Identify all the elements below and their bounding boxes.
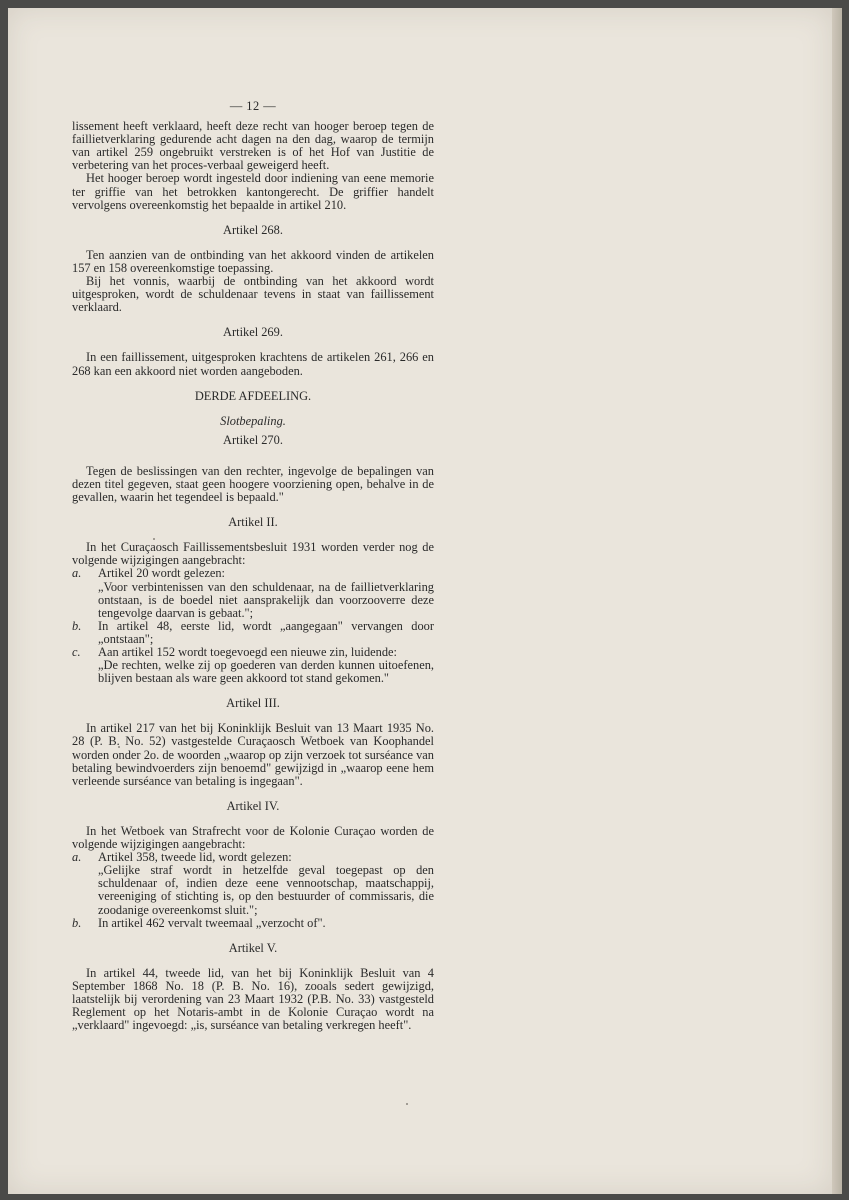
heading-artikel-269: Artikel 269. bbox=[223, 325, 283, 340]
document-page bbox=[8, 8, 832, 1194]
heading-artikel-268: Artikel 268. bbox=[223, 222, 283, 237]
list-item-II-b bbox=[72, 620, 434, 646]
paragraph-V: In artikel 44, tweede lid, van het bij Koninklijk Besluit van 4 September 1868 No. 18 (P. B. No. 16), zooals sedert gewijzigd, laatstelijk bij verordening van 23 Maart 1932 (P.B. No. 33) vastgesteld Reglement op het Notaris-ambt in de Kolonie Curaçao wordt na „verklaard" ingevoegd: „is, surséance van betaling verkregen heeft". bbox=[72, 965, 434, 1033]
quote-II-c: „De rechten, welke zij op goederen van derden kunnen uitoefenen, blijven bestaan als ware geen akkoord tot stand gekomen." bbox=[98, 658, 434, 686]
list-marker: c. bbox=[72, 645, 81, 659]
document-text bbox=[72, 100, 434, 1032]
heading-artikel-V: Artikel V. bbox=[228, 940, 278, 955]
list-text: Artikel 358, tweede lid, wordt gelezen: bbox=[98, 850, 292, 865]
heading-artikel-II: Artikel II. bbox=[228, 515, 278, 530]
quote-IV-a: „Gelijke straf wordt in hetzelfde geval toegepast op den schuldenaar of, indien deze eene vennootschap, maatschappij, vereeniging of stichting is, op den bestuurder of commissaris, die zoodanige overeenkomst sluit."; bbox=[98, 863, 434, 917]
quote-II-a: „Voor verbintenissen van den schuldenaar, na de faillietverklaring ontstaan, is de boedel niet aansprakelijk dan voorzooverre deze tengevolge daarvan is gebaat."; bbox=[98, 579, 434, 620]
list-marker: b. bbox=[72, 618, 82, 633]
paragraph-intro-1: lissement heeft verklaard, heeft deze recht van hooger beroep tegen de faillietverklaring gedurende acht dagen na den dag, waarop de termijn van artikel 259 ongebruikt verstreken is of het Hof van Justitie de verbetering van het proces-verbaal geweigerd heeft. bbox=[72, 119, 434, 173]
list-text: Artikel 20 wordt gelezen: bbox=[98, 566, 225, 581]
paragraph-268-1: Ten aanzien van de ontbinding van het akkoord vinden de artikelen 157 en 158 overeenkomstige toepassing. bbox=[72, 247, 434, 275]
heading-artikel-270: Artikel 270. bbox=[223, 432, 283, 447]
page-edge bbox=[832, 8, 842, 1194]
heading-artikel-IV: Artikel IV. bbox=[226, 798, 280, 813]
list-marker: b. bbox=[72, 915, 82, 930]
list-item-II-a bbox=[72, 567, 434, 580]
paragraph-III: In artikel 217 van het bij Koninklijk Besluit van 13 Maart 1935 No. 28 (P. B. No. 52) vastgestelde Curaçaosch Wetboek van Koophandel worden onder 2o. de woorden „waarop op zijn verzoek tot surséance van betaling bewindvoerders zijn benoemd" gewijzigd in „waarop eene hem verleende surséance van betaling is ingegaan". bbox=[72, 721, 434, 788]
list-item-IV-b bbox=[72, 917, 434, 930]
list-marker: a. bbox=[72, 566, 82, 581]
list-marker: a. bbox=[72, 850, 82, 865]
paragraph-270: Tegen de beslissingen van den rechter, ingevolge de bepalingen van dezen titel gegeven, staat geen hoogere voorziening open, behalve in de gevallen, waarin het tegendeel is bepaald." bbox=[72, 463, 434, 505]
list-text: In artikel 462 vervalt tweemaal „verzocht of". bbox=[98, 915, 326, 930]
paragraph-intro-2: Het hooger beroep wordt ingesteld door indiening van eene memorie ter griffie van het betrokken kantongerecht. De griffier handelt vervolgens overeenkomstig het bepaalde in artikel 210. bbox=[72, 171, 434, 212]
paragraph-II: In het Curaçaosch Faillissementsbesluit 1931 worden verder nog de volgende wijzigingen aangebracht: bbox=[72, 540, 434, 568]
paper-speck bbox=[406, 1103, 408, 1105]
heading-derde-afdeeling: DERDE AFDEELING. bbox=[194, 388, 312, 403]
paragraph-269: In een faillissement, uitgesproken krachtens de artikelen 261, 266 en 268 kan een akkoord niet worden aangeboden. bbox=[72, 350, 434, 378]
list-text: In artikel 48, eerste lid, wordt „aangegaan" vervangen door „ontstaan"; bbox=[98, 618, 434, 646]
list-text: Aan artikel 152 wordt toegevoegd een nieuwe zin, luidende: bbox=[98, 645, 397, 659]
heading-artikel-III: Artikel III. bbox=[226, 696, 280, 711]
heading-slotbepaling: Slotbepaling. bbox=[220, 413, 286, 428]
paragraph-IV: In het Wetboek van Strafrecht voor de Kolonie Curaçao worden de volgende wijzigingen aangebracht: bbox=[72, 823, 434, 852]
page-number: — 12 — bbox=[229, 99, 277, 113]
paragraph-268-2: Bij het vonnis, waarbij de ontbinding van het akkoord wordt uitgesproken, wordt de schuldenaar tevens in staat van faillissement verklaard. bbox=[72, 274, 434, 315]
